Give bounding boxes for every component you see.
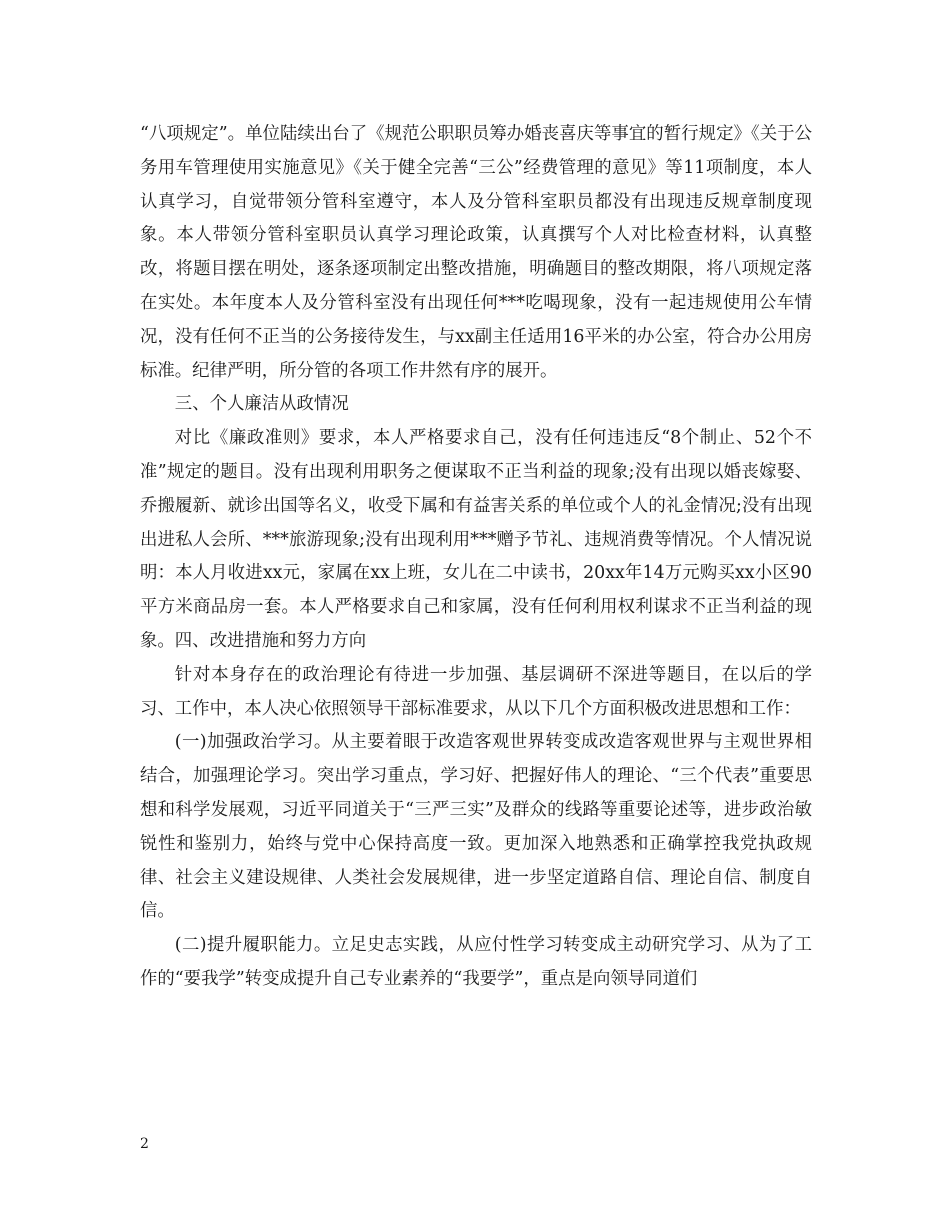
paragraph-4: 针对本身存在的政治理论有待进一步加强、基层调研不深进等题目，在以后的学习、工作中，本人决心依照领导干部标准要求，从以下几个方面积极改进思想和工作： — [140, 664, 812, 719]
document-body — [140, 118, 812, 997]
section-heading-three: 三、个人廉洁从政情况 — [174, 394, 349, 415]
paragraph-5: (一)加强政治学习。从主要着眼于改造客观世界转变成改造客观世界与主观世界相结合，加强理论学习。突出学习重点，学习好、把握好伟人的理论、“三个代表”重要思想和科学发展观，习近平同道关于“三严三实”及群众的线路等重要论述等，进步政治敏锐性和鉴别力，始终与党中心保持高度一致。更加深入地熟悉和正确掌控我党执政规律、社会主义建设规律、人类社会发展规律，进一步坚定道路自信、理论自信、制度自信。 — [140, 732, 812, 922]
page-number: 2 — [140, 1136, 149, 1152]
paragraph-1: “八项规定”。单位陆续出台了《规范公职职员筹办婚丧喜庆等事宜的暂行规定》《关于公务用车管理使用实施意见》《关于健全完善“三公”经费管理的意见》等11项制度，本人认真学习，自觉带领分管科室遵守，本人及分管科室职员都没有出现违反规章制度现象。本人带领分管科室职员认真学习理论政策，认真撰写个人对比检查材料，认真整改，将题目摆在明处，逐条逐项制定出整改措施，明确题目的整改期限，将八项规定落在实处。本年度本人及分管科室没有出现任何***吃喝现象，没有一起违规使用公车情况，没有任何不正当的公务接待发生，与xx副主任适用16平米的办公室，符合办公用房标准。纪律严明，所分管的各项工作井然有序的展开。 — [140, 124, 812, 381]
paragraph-6: (二)提升履职能力。立足史志实践，从应付性学习转变成主动研究学习、从为了工作的“要我学”转变成提升自己专业素养的“我要学”，重点是向领导同道们 — [140, 935, 812, 989]
paragraph-3: 对比《廉政准则》要求，本人严格要求自己，没有任何违违反“8个制止、52个不准”规定的题目。没有出现利用职务之便谋取不正当利益的现象;没有出现以婚丧嫁娶、乔搬履新、就诊出国等名义，收受下属和有益害关系的单位或个人的礼金情况;没有出现出进私人会所、***旅游现象;没有出现利用***赠予节礼、违规消费等情况。个人情况说明：本人月收进xx元，家属在xx上班，女儿在二中读书，20xx年14万元购买xx小区90平方米商品房一套。本人严格要求自己和家属，没有任何利用权利谋求不正当利益的现象。四、改进措施和努力方向 — [140, 428, 812, 651]
